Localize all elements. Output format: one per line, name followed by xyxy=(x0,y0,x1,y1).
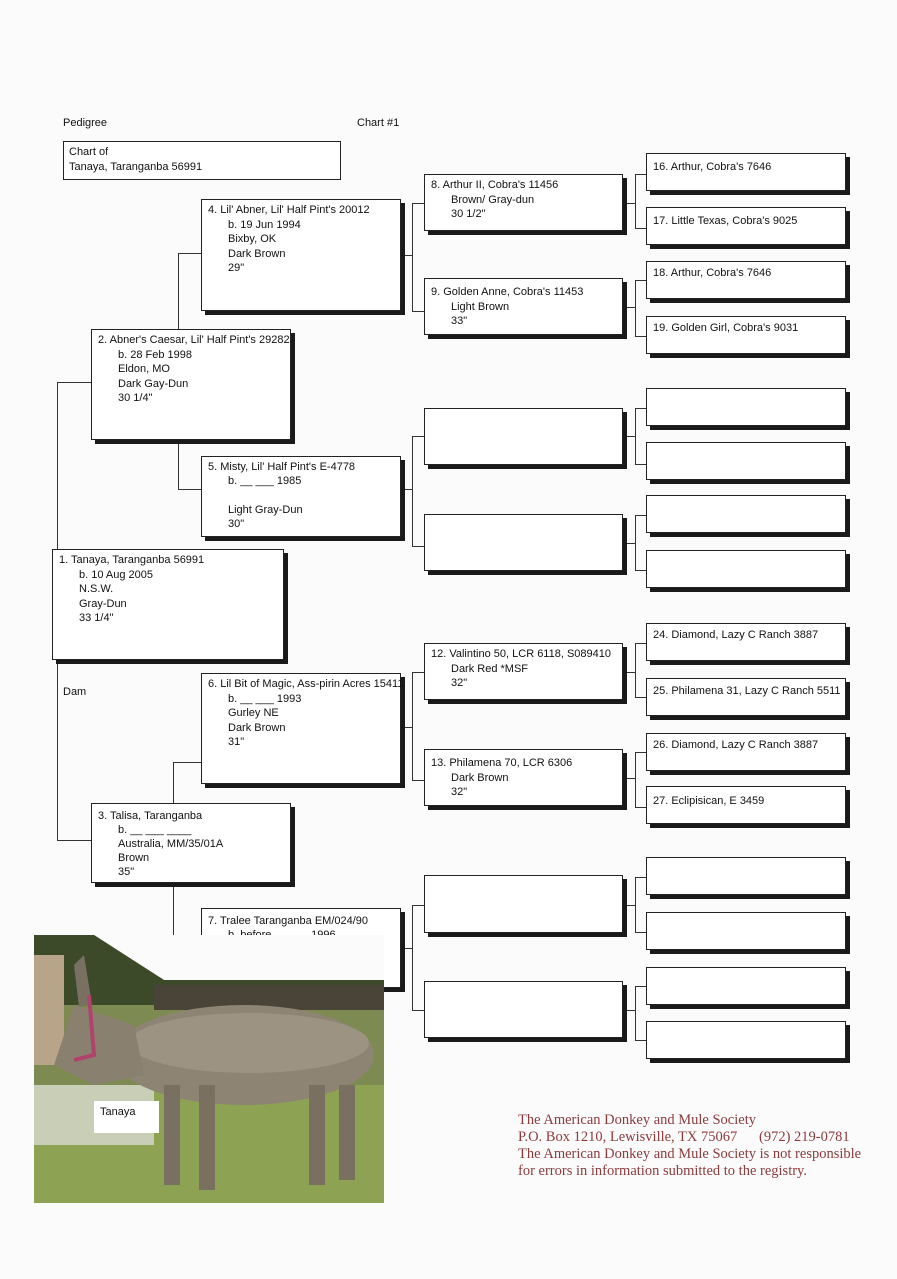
animal-box-10 xyxy=(424,408,623,465)
connector-line xyxy=(635,697,646,698)
animal-box-1 xyxy=(52,549,284,660)
connector-line xyxy=(57,382,91,383)
connector-line xyxy=(624,543,635,544)
animal-name: 19. Golden Girl, Cobra's 9031 xyxy=(653,322,799,334)
animal-box-6 xyxy=(201,673,404,784)
animal-color: Brown/ Gray-dun xyxy=(451,193,535,206)
connector-line xyxy=(624,778,635,779)
animal-box-9 xyxy=(424,278,623,335)
animal-box-8 xyxy=(424,174,623,231)
connector-line xyxy=(635,807,646,808)
chart-of-label: Chart of xyxy=(69,146,109,158)
animal-box-26 xyxy=(646,733,846,771)
animal-height: 31" xyxy=(228,736,245,748)
animal-box-29 xyxy=(646,912,846,950)
connector-line xyxy=(635,570,646,571)
animal-box-21 xyxy=(646,442,846,480)
society-footer xyxy=(518,1112,861,1180)
connector-line xyxy=(401,727,412,728)
animal-name: 8. Arthur II, Cobra's 11456 xyxy=(431,179,559,191)
animal-birth: b. 28 Feb 1998 xyxy=(118,348,193,361)
animal-birth: b. 19 Jun 1994 xyxy=(228,218,301,231)
connector-line xyxy=(624,203,635,204)
connector-line xyxy=(635,280,636,336)
animal-box-14 xyxy=(424,875,623,933)
animal-name: 24. Diamond, Lazy C Ranch 3887 xyxy=(653,629,819,641)
animal-box-28 xyxy=(646,857,846,895)
animal-color: Dark Brown xyxy=(228,247,286,260)
animal-color: Dark Brown xyxy=(451,771,509,784)
animal-color: Brown xyxy=(118,852,150,864)
animal-box-15 xyxy=(424,981,623,1038)
animal-location: N.S.W. xyxy=(79,583,114,595)
connector-line xyxy=(635,752,646,753)
connector-line xyxy=(412,203,413,311)
animal-box-11 xyxy=(424,514,623,571)
animal-box-2 xyxy=(91,329,291,440)
society-name: The American Donkey and Mule Society xyxy=(518,1112,756,1128)
animal-box-31 xyxy=(646,1021,846,1059)
connector-line xyxy=(401,489,412,490)
connector-line xyxy=(412,436,413,546)
animal-height: 33" xyxy=(451,315,468,327)
animal-box-4 xyxy=(201,199,401,311)
connector-line xyxy=(635,643,646,644)
page-title: Pedigree xyxy=(63,117,108,129)
animal-birth: b. __ ___ ____ xyxy=(118,824,192,836)
animal-name: 5. Misty, Lil' Half Pint's E-4778 xyxy=(208,461,356,473)
connector-line xyxy=(635,515,636,570)
connector-line xyxy=(412,672,424,673)
animal-location: Bixby, OK xyxy=(228,233,277,245)
animal-height: 30" xyxy=(228,517,245,530)
animal-height: 35" xyxy=(118,866,135,878)
animal-box-19 xyxy=(646,316,846,354)
animal-height: 33 1/4" xyxy=(79,612,114,624)
animal-name: 26. Diamond, Lazy C Ranch 3887 xyxy=(653,739,819,751)
chart-of-box xyxy=(63,141,341,180)
animal-box-12 xyxy=(424,643,623,700)
animal-box-22 xyxy=(646,495,846,533)
animal-box-3 xyxy=(91,803,291,883)
connector-line xyxy=(635,336,646,337)
connector-line xyxy=(635,174,646,175)
connector-line xyxy=(635,408,636,464)
disclaimer-line-1: The American Donkey and Mule Society is not responsible xyxy=(518,1146,862,1162)
connector-line xyxy=(412,203,424,204)
animal-location: Gurley NE xyxy=(228,707,279,719)
connector-line xyxy=(624,672,635,673)
connector-line xyxy=(624,436,635,437)
connector-line xyxy=(401,255,412,256)
dam-label: Dam xyxy=(63,686,87,698)
connector-line xyxy=(624,1010,635,1011)
animal-birth: b. __ ___ 1985 xyxy=(228,475,302,487)
animal-box-23 xyxy=(646,550,846,588)
animal-height: 30 1/4" xyxy=(118,392,153,404)
animal-name: 2. Abner's Caesar, Lil' Half Pint's 29282 xyxy=(98,334,290,346)
connector-line xyxy=(412,436,424,437)
animal-color: Light Brown xyxy=(451,300,510,313)
animal-location: Australia, MM/35/01A xyxy=(118,838,224,850)
animal-name: 7. Tralee Taranganba EM/024/90 xyxy=(208,915,369,927)
animal-box-16 xyxy=(646,153,846,191)
animal-name: 16. Arthur, Cobra's 7646 xyxy=(653,161,772,173)
animal-color: Dark Brown xyxy=(228,721,286,734)
animal-name: 27. Eclipisican, E 3459 xyxy=(653,795,765,807)
connector-line xyxy=(178,489,201,490)
connector-line xyxy=(635,1040,646,1041)
connector-line xyxy=(635,752,636,807)
animal-birth: b. __ ___ 1993 xyxy=(228,692,302,705)
connector-line xyxy=(412,780,424,781)
animal-box-18 xyxy=(646,261,846,299)
connector-line xyxy=(635,515,646,516)
animal-box-5 xyxy=(201,456,401,537)
animal-name: 9. Golden Anne, Cobra's 11453 xyxy=(431,286,584,298)
animal-box-24 xyxy=(646,623,846,661)
chart-of-subject: Tanaya, Taranganba 56991 xyxy=(69,160,203,173)
animal-location: Eldon, MO xyxy=(118,363,170,375)
animal-name: 3. Talisa, Taranganba xyxy=(98,810,203,822)
connector-line xyxy=(635,877,636,932)
connector-line xyxy=(173,762,201,763)
connector-line xyxy=(57,840,91,841)
animal-name: 13. Philamena 70, LCR 6306 xyxy=(431,757,573,769)
connector-line xyxy=(635,932,646,933)
connector-line xyxy=(412,311,424,312)
animal-height: 32" xyxy=(451,786,468,798)
animal-name: 18. Arthur, Cobra's 7646 xyxy=(653,267,772,279)
animal-height: 32" xyxy=(451,677,468,689)
connector-line xyxy=(635,174,636,228)
animal-box-13 xyxy=(424,749,623,806)
connector-line xyxy=(635,877,646,878)
donkey-photo xyxy=(34,935,384,1203)
connector-line xyxy=(635,643,636,697)
connector-line xyxy=(635,280,646,281)
animal-height: 29" xyxy=(228,262,245,274)
chart-number: Chart #1 xyxy=(357,117,400,129)
connector-line xyxy=(624,905,635,906)
connector-line xyxy=(635,228,646,229)
photo-caption: Tanaya xyxy=(94,1101,159,1133)
connector-line xyxy=(635,986,636,1040)
connector-line xyxy=(624,307,635,308)
connector-line xyxy=(412,672,413,780)
connector-line xyxy=(635,464,646,465)
connector-line xyxy=(635,986,646,987)
animal-box-30 xyxy=(646,967,846,1005)
connector-line xyxy=(635,408,646,409)
animal-color: Dark Red *MSF xyxy=(451,662,529,675)
animal-box-17 xyxy=(646,207,846,245)
connector-line xyxy=(412,546,424,547)
animal-color: Gray-Dun xyxy=(79,597,127,610)
connector-line xyxy=(401,948,412,949)
society-address: P.O. Box 1210, Lewisville, TX 75067 (972) 219-0781 xyxy=(518,1129,850,1145)
animal-name: 12. Valintino 50, LCR 6118, S089410 xyxy=(431,648,612,660)
animal-name: 17. Little Texas, Cobra's 9025 xyxy=(653,215,798,227)
animal-name: 4. Lil' Abner, Lil' Half Pint's 20012 xyxy=(208,204,370,216)
disclaimer-line-2: for errors in information submitted to the registry. xyxy=(518,1163,807,1179)
connector-line xyxy=(178,253,201,254)
animal-color: Light Gray-Dun xyxy=(228,503,303,516)
animal-name: 6. Lil Bit of Magic, Ass-pirin Acres 15411 xyxy=(208,678,404,690)
animal-box-20 xyxy=(646,388,846,426)
animal-color: Dark Gay-Dun xyxy=(118,377,189,390)
animal-birth: b. 10 Aug 2005 xyxy=(79,568,154,581)
animal-box-27 xyxy=(646,786,846,824)
connector-line xyxy=(412,1010,424,1011)
animal-name: 1. Tanaya, Taranganba 56991 xyxy=(59,554,205,566)
animal-name: 25. Philamena 31, Lazy C Ranch 5511 xyxy=(653,685,841,697)
connector-line xyxy=(412,905,424,906)
animal-box-25 xyxy=(646,678,846,716)
connector-line xyxy=(412,905,413,1010)
animal-height: 30 1/2" xyxy=(451,208,486,220)
